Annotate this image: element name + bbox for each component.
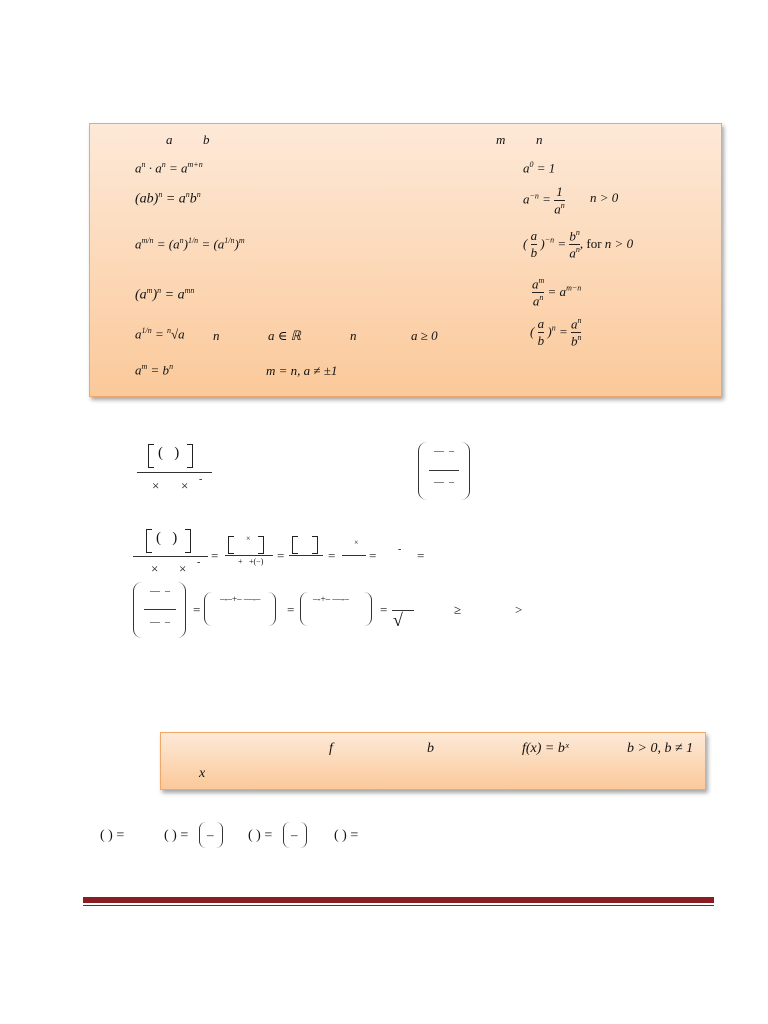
note-a-nonneg: a ≥ 0 (411, 328, 438, 343)
header-m: m (496, 132, 506, 147)
rule-power-of-quotient: ( $\frac{a}{b}$ )$^n$ = $\frac{a^n}{b^n}$ (530, 316, 582, 349)
example2-bracket3-right (312, 536, 318, 554)
example2-inner-parens: ( ) (156, 530, 178, 546)
rule-product-same-base: $a^n \cdot a^n = a^{m+n}$ (135, 160, 203, 176)
example2-left-bracket (146, 529, 152, 553)
example3-left-paren-3 (300, 592, 308, 626)
example2-eq-4: = (369, 548, 377, 563)
example2-minus: - (197, 557, 201, 568)
bottom-example-2-paren-l (199, 822, 206, 848)
note-n-positive: n > 0 (590, 190, 619, 205)
example2-eq-3: = (328, 548, 336, 563)
example1-times-2: × (181, 478, 189, 493)
definition-formula: f(x) = bˣ (522, 741, 569, 756)
example3-right-paren-2 (268, 592, 276, 626)
rule-equal-powers: $a^m = b^n$ (135, 362, 174, 378)
bottom-example-2-paren-r (216, 822, 223, 848)
example1-times-1: × (152, 478, 160, 493)
example3-middle-1: –-–+– ––-– (220, 594, 261, 604)
rule-power-of-power: $(a^m)^n = a^{mn}$ (135, 286, 195, 303)
bottom-example-1: ( ) = (100, 828, 125, 843)
definition-f: f (329, 741, 333, 756)
header-b: b (203, 132, 210, 147)
rule-rational-exponent: $a^{m/n} = (a^n)^{1/n} = (a^{1/n})^m$ (135, 236, 245, 252)
example2-bracket2-times: × (246, 534, 251, 543)
bottom-example-3-paren-l (283, 822, 290, 848)
example2-right-bracket (185, 529, 191, 553)
footer-rule-thin (83, 905, 714, 906)
example1-inner-parens: ( ) (158, 445, 180, 461)
example2-fraction-bar-2 (225, 555, 273, 556)
example2-plus: + (238, 557, 243, 566)
example3-fraction-bar-1 (144, 609, 176, 610)
example2-eq-5: = (417, 548, 425, 563)
example2-minus-2: - (398, 544, 402, 555)
note-root-n: n (213, 328, 220, 343)
example3-eq-2: = (287, 602, 295, 617)
example3-right-paren-3 (364, 592, 372, 626)
definition-x: x (199, 766, 206, 781)
example1b-denominator: –– – (434, 477, 454, 488)
example3-geq: ≥ (454, 602, 462, 617)
example2-times-2: × (179, 561, 187, 576)
bottom-example-2: ( ) = (164, 828, 189, 843)
example2-bracket2-left (228, 536, 234, 554)
example1-minus: - (199, 474, 203, 485)
example2-eq-1: = (211, 548, 219, 563)
example3-gt: > (515, 602, 523, 617)
example2-bracket3-left (292, 536, 298, 554)
rule-zero-exponent: $a^0 = 1$ (523, 160, 556, 176)
example1b-right-paren (461, 442, 470, 500)
example3-eq-1: = (193, 602, 201, 617)
example3-sqrt: √ (393, 610, 403, 630)
example1b-numerator: –– – (434, 446, 454, 457)
bottom-example-3-dash: – (291, 827, 298, 842)
example2-times-1: × (151, 561, 159, 576)
definition-condition: b > 0, b ≠ 1 (627, 741, 694, 756)
header-a: a (166, 132, 173, 147)
example3-denominator-1: –– – (150, 617, 170, 628)
example2-times-3: × (354, 538, 359, 547)
example3-middle-2: –-+– ––-– (313, 594, 349, 604)
note-equal-condition: m = n, a ≠ ±1 (266, 363, 338, 378)
example2-eq-2: = (277, 548, 285, 563)
example2-bracket2-right (258, 536, 264, 554)
example1b-left-paren (418, 442, 427, 500)
rule-negative-fraction: ( $\frac{a}{b}$ )$^{-n}$ = $\frac{b^n}{a^n}$ , for n > 0 (523, 228, 634, 261)
example2-plus-neg: +(−) (249, 557, 264, 566)
rule-negative-exponent: $a^{-n}$ = $\frac{1}{a^n}$ (523, 184, 565, 217)
example1-right-bracket (187, 444, 193, 468)
bottom-example-3: ( ) = (248, 828, 273, 843)
example1-left-bracket (148, 444, 154, 468)
definition-b: b (427, 741, 434, 756)
note-root-n2: n (350, 328, 357, 343)
bottom-example-4: ( ) = (334, 828, 359, 843)
header-n: n (536, 132, 543, 147)
bottom-example-2-dash: – (207, 827, 214, 842)
example3-right-paren-1 (177, 582, 186, 638)
example2-fraction-bar-3 (289, 555, 323, 556)
rule-quotient-same-base: $\frac{a^m}{a^n}$ = $a^{m-n}$ (532, 276, 582, 309)
rule-power-of-product: $(ab)^n = a^nb^n$ (135, 190, 201, 207)
example3-numerator-1: –– – (150, 586, 170, 597)
example3-eq-3: = (380, 602, 388, 617)
example1-fraction-bar (137, 472, 212, 473)
example1b-fraction-bar (429, 470, 459, 471)
rule-nth-root: $a^{1/n} = ^n√a$ (135, 326, 185, 342)
bottom-example-3-paren-r (300, 822, 307, 848)
example2-fraction-bar-4 (342, 555, 366, 556)
example3-left-paren-2 (204, 592, 212, 626)
note-a-in-reals: a ∈ ℝ (268, 328, 301, 343)
footer-rule-thick (83, 897, 714, 903)
example3-left-paren-1 (133, 582, 142, 638)
